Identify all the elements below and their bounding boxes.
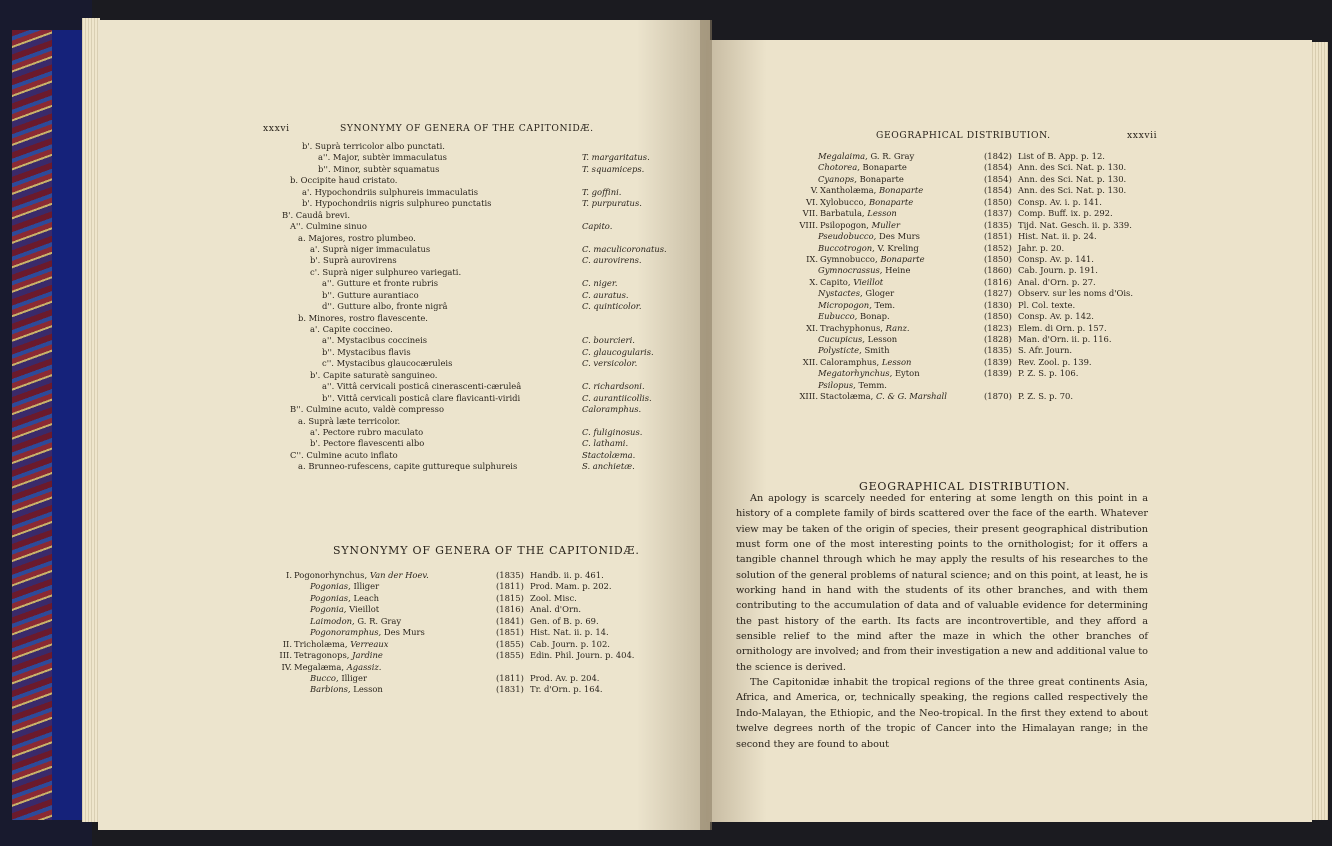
synonym-row (0, 174, 1300, 185)
reference: Consp. Av. p. 142. (1018, 311, 1094, 322)
genus-name: Xylobucco, (820, 196, 867, 207)
genus-name: Caloramphus, (820, 356, 880, 367)
synonym-row (0, 639, 700, 650)
genus-name: Megalaima, (818, 151, 868, 161)
year: (1860) (984, 265, 1012, 276)
synonym-name (820, 185, 923, 196)
synonym-name (820, 323, 910, 334)
year: (1827) (984, 288, 1012, 299)
key-text: a''. Major, subtèr immaculatus (318, 152, 447, 163)
key-result: Stactolæma. (582, 449, 636, 460)
year: (1811) (496, 581, 524, 592)
synonym-row (0, 368, 1300, 379)
synonym-name (294, 570, 429, 581)
key-result: S. anchietæ. (582, 461, 635, 472)
key-result: C. niger. (582, 278, 618, 289)
synonym-name (820, 208, 897, 219)
synonym-row (0, 593, 700, 604)
key-text: a. Majores, rostro plumbeo. (298, 232, 416, 243)
synonym-row (0, 300, 1300, 311)
synonym-row (0, 162, 1300, 173)
synonym-name (818, 345, 890, 356)
reference: Hist. Nat. ii. p. 14. (530, 627, 609, 638)
synonym-row (0, 627, 700, 638)
key-text: a. Brunneo-rufescens, capite guttureque sulphureis (298, 461, 518, 472)
key-text: B''. Culmine acuto, valdè compresso (290, 404, 445, 415)
reference: Tijd. Nat. Gesch. ii. p. 339. (1018, 219, 1132, 230)
synonym-name (820, 357, 911, 368)
year: (1830) (984, 299, 1012, 310)
reference: Handb. ii. p. 461. (530, 570, 604, 580)
synonym-row (0, 604, 700, 615)
synonym-row (0, 650, 700, 661)
year: (1854) (984, 173, 1012, 184)
reference: Observ. sur les noms d'Ois. (1018, 288, 1134, 299)
body-text (736, 491, 1148, 752)
synonym-name (294, 662, 381, 673)
synonym-row (0, 208, 1300, 219)
reference: Comp. Buff. ix. p. 292. (1018, 208, 1113, 219)
key-text: A''. Culmine sinuo (290, 221, 367, 232)
author-name: Gloger (865, 288, 895, 299)
synonym-name (818, 288, 894, 299)
genus-number: IX. (806, 253, 818, 264)
reference: Zool. Misc. (530, 592, 577, 603)
year: (1851) (496, 627, 524, 638)
genus-name: Tetragonops, (294, 650, 350, 661)
genus-name: Psilopogon, (820, 219, 869, 230)
synonym-row (0, 334, 1300, 345)
year: (1823) (984, 322, 1012, 333)
genus-number: V. (810, 185, 818, 196)
key-text: b''. Mystacibus flavis (322, 346, 411, 357)
synonym-name (310, 616, 401, 627)
reference: Elem. di Orn. p. 157. (1018, 322, 1107, 333)
key-text: C''. Culmine acuto inflato (290, 449, 398, 460)
genus-name: Xantholæma, (820, 185, 877, 196)
key-text: c'. Suprà niger sulphureo variegati. (310, 266, 462, 277)
year: (1854) (984, 162, 1012, 173)
year: (1854) (984, 185, 1012, 196)
paragraph: An apology is scarcely needed for entering at some length on this point in a history of a complete family of birds scattered over the face of the earth. Whatever view may be taken of the origin of species, their present geographical distribution must form one of the most interesting points to the ornithologist; for it offers a tangible channel through which he may apply the results of his researches to the solution of the general problems of natural science; and on this point, at least, he is working hand in hand with the students of its other branches, and with them contributing to the accumulation of data and of valuable evidence for determining the past history of the earth. Its facts are incontrovertible, and they afford a sensible relief to the mind after the maze in which the other branches of ornithology are involved; and from their investigation a new and additional value to the science is derived. (736, 493, 1148, 673)
synonym-row (0, 570, 700, 581)
running-head-left: SYNONYMY OF GENERA OF THE CAPITONIDÆ. (340, 123, 594, 134)
key-result: C. versicolor. (582, 358, 638, 369)
reference: Hist. Nat. ii. p. 24. (1018, 231, 1097, 242)
synonym-name (820, 391, 947, 402)
year: (1851) (984, 231, 1012, 242)
year: (1835) (984, 345, 1012, 356)
year: (1839) (984, 368, 1012, 379)
genus-name: Cyanops, (818, 173, 857, 184)
genus-name: Tricholæma, (294, 638, 348, 649)
running-head-right: GEOGRAPHICAL DISTRIBUTION. (876, 130, 1051, 141)
reference: Jahr. p. 20. (1018, 242, 1065, 253)
author-name: Bonap. (860, 311, 890, 322)
key-text: a'. Hypochondriis sulphureis immaculatis (302, 186, 479, 197)
author-name: Muller (871, 219, 900, 230)
reference: S. Afr. Journ. (1018, 345, 1073, 356)
genus-name: Pogonia, (310, 604, 347, 615)
author-name: Lesson (881, 356, 912, 367)
genus-number: VII. (802, 208, 818, 219)
genus-number: III. (279, 650, 292, 661)
author-name: C. & G. Marshall (876, 391, 947, 402)
key-text: b''. Vittâ cervicali posticâ clare flavicanti-viridi (322, 392, 521, 403)
year: (1855) (496, 650, 524, 661)
genus-name: Psilopus, (818, 379, 856, 390)
synonym-name (294, 650, 383, 661)
key-row (0, 427, 700, 438)
genus-name: Stactolæma, (820, 391, 874, 402)
synonymy-list-right (0, 151, 1300, 403)
reference: Edin. Phil. Journ. p. 404. (530, 650, 635, 661)
synonym-name (818, 311, 890, 322)
year: (1870) (984, 391, 1012, 402)
year: (1855) (496, 638, 524, 649)
year: (1841) (496, 615, 524, 626)
author-name: G. R. Gray (870, 151, 915, 161)
key-result: C. aurovirens. (582, 255, 642, 266)
author-name: Bonaparte (880, 253, 925, 264)
year: (1828) (984, 334, 1012, 344)
genus-name: Bucco, (310, 672, 339, 683)
synonym-row (0, 581, 700, 592)
synonym-name (310, 581, 379, 592)
year: (1835) (496, 570, 524, 580)
synonym-row (0, 197, 1300, 208)
synonym-row (0, 151, 1300, 162)
key-result: T. goffini. (582, 186, 622, 197)
key-text: b'. Suprà terricolor albo punctati. (302, 141, 445, 151)
year: (1852) (984, 242, 1012, 253)
paragraph: The Capitonidæ inhabit the tropical regions of the three great continents Asia, Africa, and America, or, technically speaking, the regions called respectively the Indo-Malayan, the Ethiopic, and the Neo-tropical. In the first they extend to about twelve degrees north of the tropic of Cancer into the Himalayan range; in the second they are found to about (736, 677, 1148, 750)
author-name: Vieillot (853, 276, 884, 287)
reference: Cab. Journ. p. 191. (1018, 265, 1098, 276)
synonym-name (818, 334, 897, 345)
author-name: Bonaparte (878, 185, 924, 196)
year: (1831) (496, 684, 524, 695)
genus-name: Megalæma, (294, 661, 345, 672)
synonym-name (818, 300, 895, 311)
reference: Man. d'Orn. ii. p. 116. (1018, 334, 1112, 344)
key-result: C. glaucogularis. (582, 346, 654, 357)
key-result: C. maculicoronatus. (582, 243, 667, 254)
gutter (700, 20, 712, 830)
synonym-row (0, 673, 700, 684)
synonym-row (0, 391, 1300, 402)
genus-number: X. (809, 276, 818, 287)
author-name: Van der Hoev. (369, 570, 429, 580)
key-text: b'. Capite saturatè sanguineo. (310, 369, 438, 380)
author-name: Bonaparte (859, 173, 904, 184)
right-page-edges (1312, 42, 1328, 820)
section-title: GEOGRAPHICAL DISTRIBUTION. (859, 480, 1071, 493)
synonym-name (818, 162, 907, 173)
key-result: Capito. (582, 221, 613, 232)
reference: P. Z. S. p. 70. (1018, 391, 1074, 402)
key-result: C. fuliginosus. (582, 426, 643, 437)
author-name: Des Murs (383, 627, 425, 638)
key-result: C. bourcieri. (582, 335, 635, 346)
synonym-row (0, 288, 1300, 299)
synonym-row (0, 323, 1300, 334)
key-result: Caloramphus. (582, 404, 642, 415)
genus-name: Pogonias, (310, 592, 351, 603)
reference: List of B. App. p. 12. (1018, 151, 1105, 161)
synonym-name (818, 231, 920, 242)
reference: Anal. d'Orn. p. 27. (1018, 276, 1096, 287)
genus-name: Gymnobucco, (820, 253, 878, 264)
synonym-row (0, 380, 1300, 391)
author-name: Lesson (867, 208, 897, 219)
key-result: C. quinticolor. (582, 301, 642, 312)
author-name: Des Murs (878, 231, 920, 242)
reference: Ann. des Sci. Nat. p. 130. (1018, 185, 1127, 196)
key-result: C. aurantiicollis. (582, 392, 652, 403)
author-name: Lesson (867, 334, 898, 344)
author-name: Agassiz. (346, 661, 382, 672)
reference: Prod. Mam. p. 202. (530, 581, 612, 592)
synonym-row (0, 662, 700, 673)
reference: Cab. Journ. p. 102. (530, 638, 610, 649)
author-name: G. R. Gray (357, 615, 402, 626)
synonym-name (310, 593, 379, 604)
synonymy-list-left (0, 570, 700, 696)
genus-name: Micropogon, (818, 299, 872, 310)
year: (1839) (984, 356, 1012, 367)
genus-number: XIII. (799, 391, 818, 402)
author-name: Smith (864, 345, 890, 356)
key-text: a'. Pectore rubro maculato (310, 426, 424, 437)
key-text: d''. Gutture albo, fronte nigrâ (322, 301, 448, 312)
synonym-row (0, 254, 1300, 265)
author-name: Bonaparte (862, 162, 907, 173)
author-name: Illiger (353, 581, 380, 592)
synonym-name (294, 639, 389, 650)
reference: P. Z. S. p. 106. (1018, 368, 1079, 379)
genus-name: Chotorea, (818, 162, 860, 173)
synonym-name (310, 627, 425, 638)
synonym-row (0, 345, 1300, 356)
reference: Tr. d'Orn. p. 164. (530, 684, 603, 695)
year: (1835) (984, 219, 1012, 230)
synonym-name (820, 254, 925, 265)
year: (1816) (496, 604, 524, 615)
key-row (0, 461, 700, 472)
synonym-name (818, 265, 910, 276)
synonym-name (820, 197, 913, 208)
synonym-name (310, 604, 379, 615)
genus-number: XI. (806, 322, 818, 333)
genus-name: Trachyphonus, (820, 322, 883, 333)
author-name: Eyton (894, 368, 920, 379)
key-text: a''. Mystacibus coccineis (322, 335, 428, 346)
key-text: b. Minores, rostro flavescente. (298, 312, 428, 323)
synonym-row (0, 220, 1300, 231)
key-text: a'. Suprà niger immaculatus (310, 243, 431, 254)
key-result: T. purpuratus. (582, 198, 642, 209)
reference: Consp. Av. i. p. 141. (1018, 196, 1102, 207)
genus-number: VI. (805, 196, 818, 207)
author-name: Bonaparte (868, 196, 914, 207)
reference: Gen. of B. p. 69. (530, 615, 599, 626)
author-name: Verreaux (350, 638, 389, 649)
genus-name: Pseudobucco, (818, 231, 877, 242)
key-text: b'. Suprà aurovirens (310, 255, 397, 266)
page-number-left: xxxvi (263, 123, 290, 134)
author-name: Jardine (352, 650, 383, 661)
key-text: a. Suprà læte terricolor. (298, 415, 401, 426)
year: (1850) (984, 253, 1012, 264)
key-text: a''. Vittâ cervicali posticâ cinerascenti-cæruleâ (322, 381, 522, 392)
year: (1850) (984, 311, 1012, 322)
genus-name: Polysticte, (818, 345, 862, 356)
key-row (0, 438, 700, 449)
synonym-row (0, 185, 1300, 196)
key-result: T. squamiceps. (582, 163, 645, 174)
key-text: a'. Capite coccineo. (310, 324, 393, 334)
author-name: Vieillot (349, 604, 380, 615)
key-text: b'. Hypochondriis nigris sulphureo punctatis (302, 198, 492, 209)
synonym-row (0, 243, 1300, 254)
author-name: V. Kreling (877, 242, 919, 253)
reference: Prod. Av. p. 204. (530, 672, 600, 683)
genus-number: VIII. (799, 219, 818, 230)
reference: Anal. d'Orn. (530, 604, 582, 615)
year: (1842) (984, 151, 1012, 161)
synonym-name (820, 277, 883, 288)
key-text: b''. Gutture aurantiaco (322, 289, 419, 300)
synonym-row (0, 277, 1300, 288)
genus-name: Megatorhynchus, (818, 368, 893, 379)
year: (1837) (984, 208, 1012, 219)
reference: Ann. des Sci. Nat. p. 130. (1018, 162, 1127, 173)
synonym-name (818, 174, 904, 185)
year: (1816) (984, 276, 1012, 287)
genus-name: Eubucco, (818, 311, 858, 322)
synonym-name (818, 368, 920, 379)
key-result: C. lathami. (582, 438, 629, 449)
reference: Pl. Col. texte. (1018, 299, 1076, 310)
key-result: C. richardsoni. (582, 381, 645, 392)
key-row (0, 416, 700, 427)
author-name: Heine (885, 265, 911, 276)
key-text: B'. Caudâ brevi. (282, 209, 350, 220)
page-number-right: xxxvii (1127, 130, 1158, 141)
year: (1815) (496, 592, 524, 603)
key-text: b''. Minor, subtèr squamatus (318, 163, 440, 174)
reference: Ann. des Sci. Nat. p. 130. (1018, 173, 1127, 184)
reference: Rev. Zool. p. 139. (1018, 356, 1092, 367)
genus-name: Buccotrogon, (818, 242, 875, 253)
genus-number: II. (282, 638, 292, 649)
author-name: Illiger (341, 672, 367, 683)
synonym-name (818, 151, 914, 162)
year: (1811) (496, 672, 524, 683)
synonym-row (0, 265, 1300, 276)
key-result: C. auratus. (582, 289, 629, 300)
key-row (0, 404, 700, 415)
year: (1850) (984, 196, 1012, 207)
genus-name: Pogonorhynchus, (294, 570, 368, 580)
genus-number: IV. (281, 661, 292, 672)
key-text: c''. Mystacibus glaucocæruleis (322, 358, 453, 369)
key-row (0, 450, 700, 461)
genus-name: Gymnocrassus, (818, 265, 883, 276)
genus-number: I. (286, 570, 292, 580)
author-name: Ranz. (885, 322, 910, 333)
synonym-name (310, 673, 367, 684)
author-name: Temm. (858, 379, 887, 390)
synonym-row (0, 616, 700, 627)
key-result: T. margaritatus. (582, 152, 650, 163)
synonym-name (818, 380, 887, 391)
synonym-name (310, 684, 383, 695)
genus-name: Capito, (820, 276, 851, 287)
genus-name: Laimodon, (310, 615, 355, 626)
synonym-name (818, 243, 919, 254)
author-name: Leach (353, 592, 380, 603)
synonym-row (0, 311, 1300, 322)
synonym-row (0, 231, 1300, 242)
genus-name: Barbatula, (820, 208, 865, 219)
synonym-row (0, 357, 1300, 368)
key-text: a''. Gutture et fronte rubris (322, 278, 438, 289)
key-text: b'. Pectore flavescenti albo (310, 438, 425, 449)
reference: Consp. Av. p. 141. (1018, 253, 1094, 264)
key-text: b. Occipite haud cristato. (290, 175, 398, 186)
genus-name: Barbions, (310, 684, 351, 695)
author-name: Lesson (353, 684, 383, 695)
synonym-name (820, 220, 900, 231)
genus-name: Pogonoramphus, (310, 627, 382, 638)
genus-name: Nystactes, (818, 288, 863, 299)
genus-number: XII. (802, 356, 818, 367)
synonym-row (0, 684, 700, 695)
genus-name: Cucupicus, (818, 334, 865, 344)
genus-name: Pogonias, (310, 581, 351, 592)
author-name: Tem. (874, 299, 896, 310)
synonymy-title: SYNONYMY OF GENERA OF THE CAPITONIDÆ. (333, 544, 640, 557)
